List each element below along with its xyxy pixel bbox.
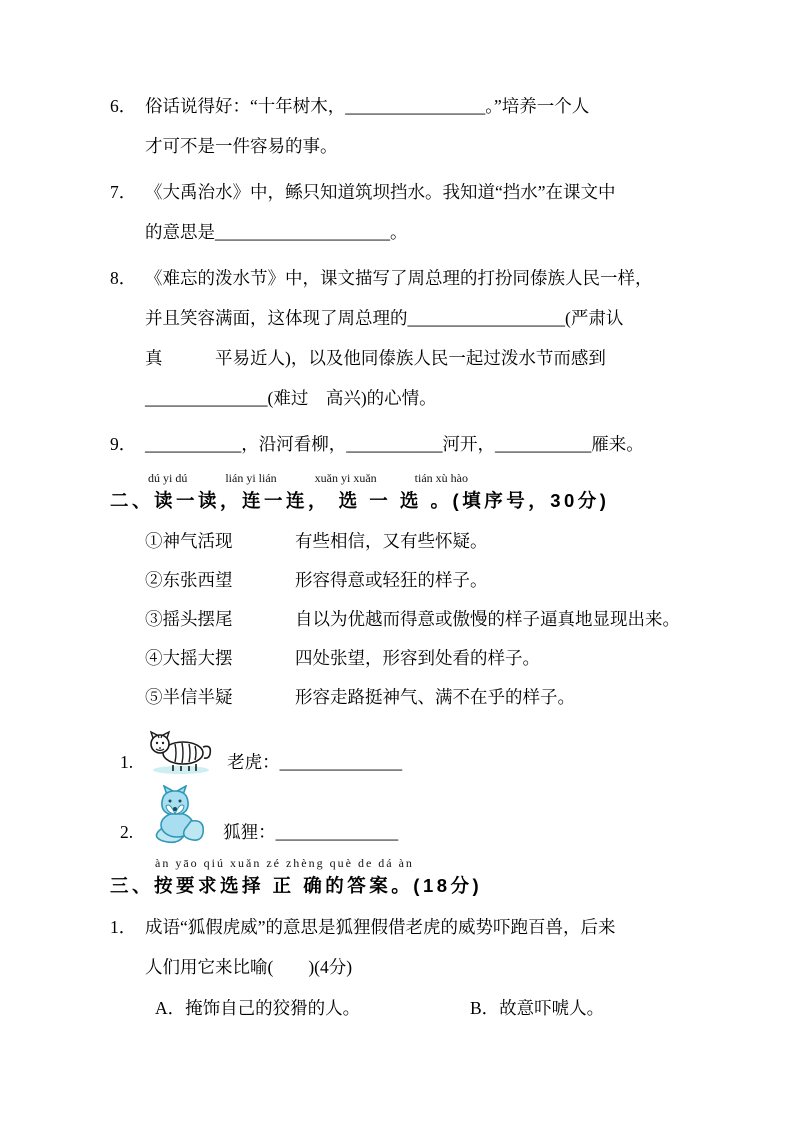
option-b: B．故意吓唬人。 [470,998,605,1018]
question-number: 6． [110,96,137,116]
section-3-question-1 [110,907,703,1029]
section-3-pinyin: àn yāo qiú xuǎn zé zhèng què de dá àn [155,856,414,870]
option-a: A．掩饰自己的狡猾的人。 [155,998,361,1018]
matching-exercise [110,522,703,717]
idiom-definition: 形容得意或轻狂的样子。 [295,570,488,590]
question-9 [110,424,703,464]
match-row [110,561,703,600]
idiom-term: ③摇头摆尾 [145,609,233,629]
pinyin-text: tián xù hào [414,471,468,485]
pinyin-text: lián yi lián [225,471,277,485]
pinyin-text: dú yi dú [148,471,188,485]
idiom-definition: 自以为优越而得意或傲慢的样子逼真地显现出来。 [295,609,680,629]
question-text: 并且笑容满面，这体现了周总理的__________________(严肃认 [145,308,624,328]
question-number: 9． [110,434,137,454]
question-line [110,86,703,126]
question-text: ___________，沿河看柳，___________河开，___________雁来。 [145,434,644,454]
match-row [110,639,703,678]
idiom-term: ②东张西望 [145,570,233,590]
question-text: ______________(难过 高兴)的心情。 [145,388,437,408]
answer-options [155,987,703,1029]
question-line [110,258,703,298]
section-2-pinyin [148,470,703,486]
question-8 [110,258,703,418]
question-6 [110,86,703,166]
question-7 [110,172,703,252]
idiom-term: ④大摇大摆 [145,648,233,668]
idiom-definition: 四处张望，形容到处看的样子。 [295,648,540,668]
question-text: 真 平易近人)，以及他同傣族人民一起过泼水节而感到 [145,348,606,368]
answer-blank-label: 老虎：______________ [227,752,403,772]
item-number: 2. [120,822,134,842]
tiger-icon [147,727,213,775]
animal-item-tiger [120,727,703,775]
question-number: 1． [110,917,137,937]
animal-item-fox [120,785,703,845]
item-number: 1. [120,752,134,772]
pinyin-text: xuǎn yi xuǎn [314,471,377,485]
match-row [110,522,703,561]
question-number: 7． [110,182,137,202]
question-line [110,172,703,212]
match-row [110,678,703,717]
section-3-heading: 三、按要求选择 正 确的答案。(18分) [110,875,483,896]
question-line [110,424,703,464]
question-number: 8． [110,268,137,288]
idiom-term: ①神气活现 [145,531,233,551]
question-text: 《难忘的泼水节》中，课文描写了周总理的打扮同傣族人民一样， [145,268,653,288]
question-line [110,907,703,947]
match-row [110,600,703,639]
idiom-term: ⑤半信半疑 [145,687,233,707]
answer-blank-label: 狐狸：______________ [223,822,399,842]
question-text: 《大禹治水》中，鲧只知道筑坝挡水。我知道“挡水”在课文中 [145,182,616,202]
question-text: 成语“狐假虎威”的意思是狐狸假借老虎的威势吓跑百兽，后来 [145,917,616,937]
fox-icon [147,785,209,845]
idiom-definition: 形容走路挺神气、满不在乎的样子。 [295,687,575,707]
question-text: 人们用它来比喻( )(4分) [145,957,353,977]
question-text: 的意思是____________________。 [145,222,408,242]
idiom-definition: 有些相信，又有些怀疑。 [295,531,488,551]
question-text: 俗话说得好：“十年树木，________________。”培养一个人 [145,96,590,116]
question-text: 才可不是一件容易的事。 [145,136,338,156]
section-2-heading: 二、读一读，连一连， 选 一 选 。(填序号，30分) [110,490,610,511]
